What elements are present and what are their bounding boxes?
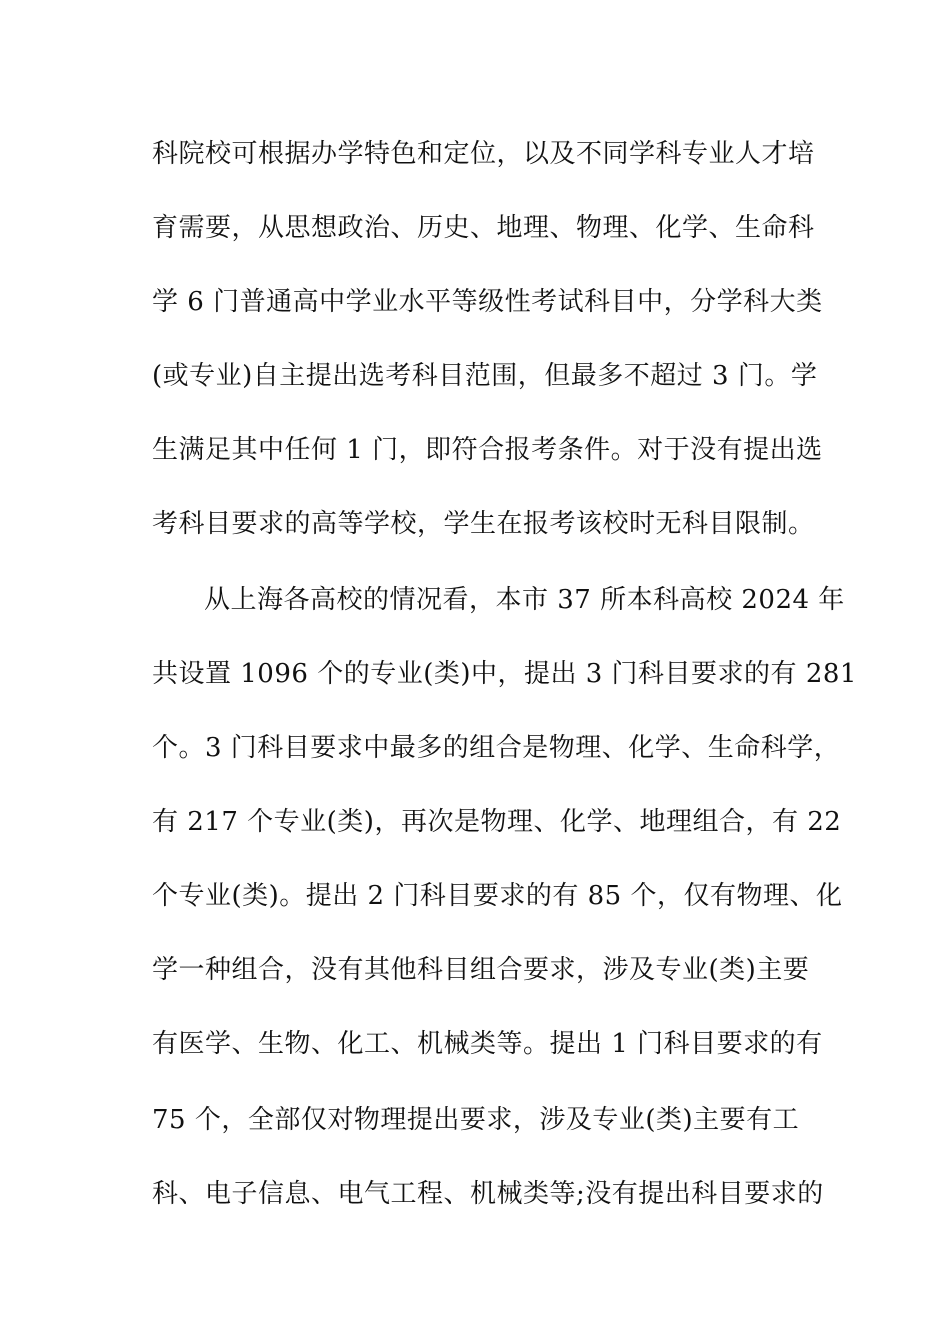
text-line: 生满足其中任何 1 门，即符合报考条件。对于没有提出选 <box>152 435 823 465</box>
text-line: 学 6 门普通高中学业水平等级性考试科目中，分学科大类 <box>152 287 823 317</box>
text-line: 个专业(类)。提出 2 门科目要求的有 85 个，仅有物理、化 <box>152 881 843 911</box>
text-line: 科、电子信息、电气工程、机械类等;没有提出科目要求的 <box>152 1179 824 1209</box>
text-line: 有医学、生物、化工、机械类等。提出 1 门科目要求的有 <box>152 1029 823 1059</box>
text-line: 学一种组合，没有其他科目组合要求，涉及专业(类)主要 <box>152 955 810 985</box>
text-line: 共设置 1096 个的专业(类)中，提出 3 门科目要求的有 281 <box>152 659 857 689</box>
text-line: 75 个，全部仅对物理提出要求，涉及专业(类)主要有工 <box>152 1105 800 1135</box>
paragraph-first-line: 从上海各高校的情况看，本市 37 所本科高校 2024 年 <box>204 585 845 615</box>
text-line: 育需要，从思想政治、历史、地理、物理、化学、生命科 <box>152 213 815 243</box>
text-line: 考科目要求的高等学校，学生在报考该校时无科目限制。 <box>152 509 815 539</box>
text-line: (或专业)自主提出选考科目范围，但最多不超过 3 门。学 <box>152 361 818 391</box>
text-line: 个。3 门科目要求中最多的组合是物理、化学、生命科学， <box>152 733 841 763</box>
text-line: 科院校可根据办学特色和定位，以及不同学科专业人才培 <box>152 139 815 169</box>
text-line: 有 217 个专业(类)，再次是物理、化学、地理组合，有 22 <box>152 807 842 837</box>
